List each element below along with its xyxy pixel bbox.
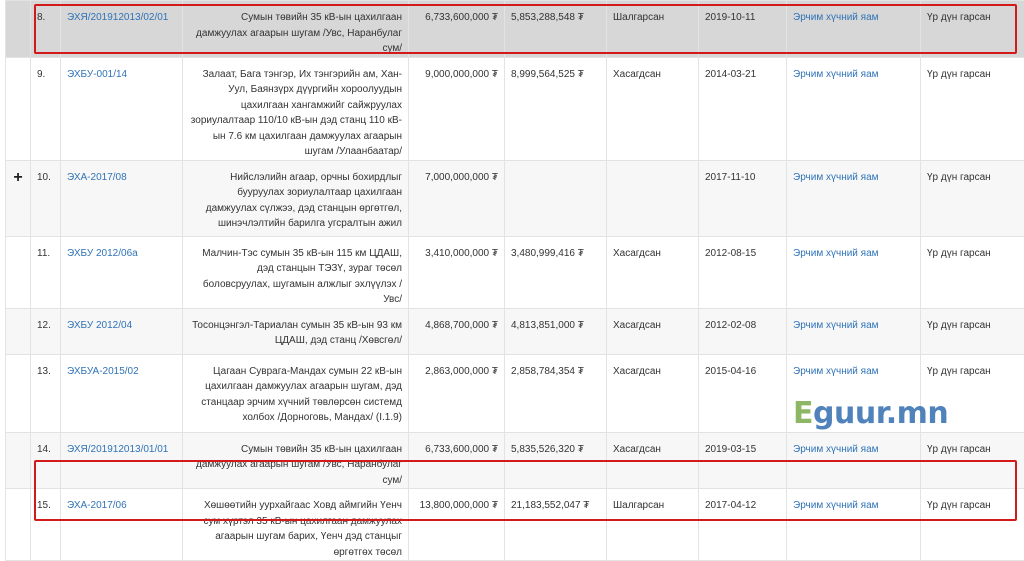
expand-toggle-icon[interactable] xyxy=(6,58,30,67)
result-status: Үр дүн гарсан xyxy=(927,489,1019,514)
table-body xyxy=(6,1,1024,561)
project-date: 2019-10-11 xyxy=(705,1,780,26)
table-row xyxy=(6,57,1024,160)
result-status: Үр дүн гарсан xyxy=(927,1,1019,26)
project-description: Нийслэлийн агаар, орчны бохирдлыг бууруулах зориулалтаар цахилгаан дамжуулах сүлжээ, дэд станцын өргөтгөл, шинэчлэлтийн барилга угсралтын ажил xyxy=(189,161,402,232)
row-number: 9. xyxy=(37,58,54,83)
project-code-link[interactable]: ЭХБУ-001/14 xyxy=(67,58,176,83)
spent-amount: 21,183,552,047 ₮ xyxy=(511,489,600,514)
row-number: 11. xyxy=(37,237,54,262)
table-row xyxy=(6,308,1024,354)
row-number: 15. xyxy=(37,489,54,514)
spent-amount: 8,999,564,525 ₮ xyxy=(511,58,600,83)
spent-amount: 3,480,999,416 ₮ xyxy=(511,237,600,262)
result-status: Үр дүн гарсан xyxy=(927,237,1019,262)
project-description: Залаат, Бага тэнгэр, Их тэнгэрийн ам, Хан-Уул, Баянзүрх дүүргийн хороолуудын цахилгаан хангамжийг сайжруулах зориулалтаар 110/10 кВ-ын дэд станц 110 кВ-ын 7.6 км цахилгаан дамжуулах агаарын шугам /Улаанбаатар/ xyxy=(189,58,402,160)
result-status: Үр дүн гарсан xyxy=(927,433,1019,458)
expand-toggle-icon[interactable] xyxy=(6,237,30,246)
table-row xyxy=(6,1,1024,58)
result-status: Үр дүн гарсан xyxy=(927,309,1019,334)
ministry-link[interactable]: Эрчим хүчний яам xyxy=(793,1,914,26)
selection-status: Хасагдсан xyxy=(613,355,692,380)
selection-status: Хасагдсан xyxy=(613,309,692,334)
project-date: 2015-04-16 xyxy=(705,355,780,380)
project-date: 2019-03-15 xyxy=(705,433,780,458)
spent-amount: 5,853,288,548 ₮ xyxy=(511,1,600,26)
ministry-link[interactable]: Эрчим хүчний яам xyxy=(793,237,914,262)
ministry-link[interactable]: Эрчим хүчний яам xyxy=(793,309,914,334)
selection-status: Хасагдсан xyxy=(613,433,692,458)
row-number: 12. xyxy=(37,309,54,334)
table-row xyxy=(6,160,1024,236)
table-row xyxy=(6,489,1024,561)
spent-amount: 4,813,851,000 ₮ xyxy=(511,309,600,334)
project-code-link[interactable]: ЭХЯ/201912013/02/01 xyxy=(67,1,176,26)
project-date: 2012-08-15 xyxy=(705,237,780,262)
project-code-link[interactable]: ЭХЯ/201912013/01/01 xyxy=(67,433,176,458)
budget-amount: 9,000,000,000 ₮ xyxy=(415,58,498,83)
project-description: Сумын төвийн 35 кВ-ын цахилгаан дамжуулах агаарын шугам /Увс, Наранбулаг сум/ xyxy=(189,1,402,57)
ministry-link[interactable]: Эрчим хүчний яам xyxy=(793,355,914,380)
expand-toggle-icon[interactable] xyxy=(6,489,30,498)
budget-amount: 4,868,700,000 ₮ xyxy=(415,309,498,334)
budget-amount: 13,800,000,000 ₮ xyxy=(415,489,498,514)
project-date: 2012-02-08 xyxy=(705,309,780,334)
project-description: Сумын төвийн 35 кВ-ын цахилгаан дамжуулах агаарын шугам /Увс, Наранбулаг сум/ xyxy=(189,433,402,489)
result-status: Үр дүн гарсан xyxy=(927,58,1019,83)
ministry-link[interactable]: Эрчим хүчний яам xyxy=(793,58,914,83)
table-row xyxy=(6,432,1024,489)
ministry-link[interactable]: Эрчим хүчний яам xyxy=(793,161,914,186)
ministry-link[interactable]: Эрчим хүчний яам xyxy=(793,433,914,458)
spent-amount xyxy=(511,161,600,170)
expand-toggle-icon[interactable] xyxy=(6,433,30,442)
budget-amount: 3,410,000,000 ₮ xyxy=(415,237,498,262)
row-number: 13. xyxy=(37,355,54,380)
spent-amount: 5,835,526,320 ₮ xyxy=(511,433,600,458)
result-status: Үр дүн гарсан xyxy=(927,161,1019,186)
eguur-watermark-logo: Eguur.mn xyxy=(793,396,953,436)
budget-amount: 6,733,600,000 ₮ xyxy=(415,433,498,458)
project-description: Хөшөөтийн уурхайгаас Ховд аймгийн Үенч сум хүртэл 35 кВ-ын цахилгаан дамжуулах агаарын шугам барих, Үенч дэд станцыг өргөтгөх төсөл xyxy=(189,489,402,560)
budget-amount: 7,000,000,000 ₮ xyxy=(415,161,498,186)
project-description: Малчин-Тэс сумын 35 кВ-ын 115 км ЦДАШ, дэд станцын ТЭЗҮ, зураг төсөл боловсруулах, шугамын алжлыг эхлүүлэх /Увс/ xyxy=(189,237,402,308)
table-row xyxy=(6,236,1024,308)
row-number: 8. xyxy=(37,1,54,26)
project-date: 2017-11-10 xyxy=(705,161,780,186)
ministry-link[interactable]: Эрчим хүчний яам xyxy=(793,489,914,514)
expand-toggle-icon[interactable] xyxy=(6,309,30,318)
spent-amount: 2,858,784,354 ₮ xyxy=(511,355,600,380)
project-description: Тосонцэнгэл-Тариалан сумын 35 кВ-ын 93 км ЦДАШ, дэд станц /Хөвсгөл/ xyxy=(189,309,402,349)
selection-status: Хасагдсан xyxy=(613,58,692,83)
expand-toggle-icon[interactable]: + xyxy=(6,161,30,186)
selection-status: Хасагдсан xyxy=(613,237,692,262)
project-code-link[interactable]: ЭХБУ 2012/04 xyxy=(67,309,176,334)
selection-status xyxy=(613,161,692,170)
project-date: 2014-03-21 xyxy=(705,58,780,83)
project-code-link[interactable]: ЭХА-2017/06 xyxy=(67,489,176,514)
selection-status: Шалгарсан xyxy=(613,1,692,26)
project-description: Цагаан Суврага-Мандах сумын 22 кВ-ын цахилгаан дамжуулах агаарын шугам, дэд станцаар эрчим хүчний төвлөрсөн системд холбох /Дорноговь, Мандах/ (I.1.9) xyxy=(189,355,402,426)
budget-amount: 6,733,600,000 ₮ xyxy=(415,1,498,26)
row-number: 10. xyxy=(37,161,54,186)
project-date: 2017-04-12 xyxy=(705,489,780,514)
row-number: 14. xyxy=(37,433,54,458)
selection-status: Шалгарсан xyxy=(613,489,692,514)
project-code-link[interactable]: ЭХБУ 2012/06а xyxy=(67,237,176,262)
result-status: Үр дүн гарсан xyxy=(927,355,1019,380)
project-code-link[interactable]: ЭХБУА-2015/02 xyxy=(67,355,176,380)
projects-table xyxy=(5,0,1024,561)
budget-amount: 2,863,000,000 ₮ xyxy=(415,355,498,380)
expand-toggle-icon[interactable] xyxy=(6,355,30,364)
project-code-link[interactable]: ЭХА-2017/08 xyxy=(67,161,176,186)
expand-toggle-icon[interactable] xyxy=(6,1,30,10)
